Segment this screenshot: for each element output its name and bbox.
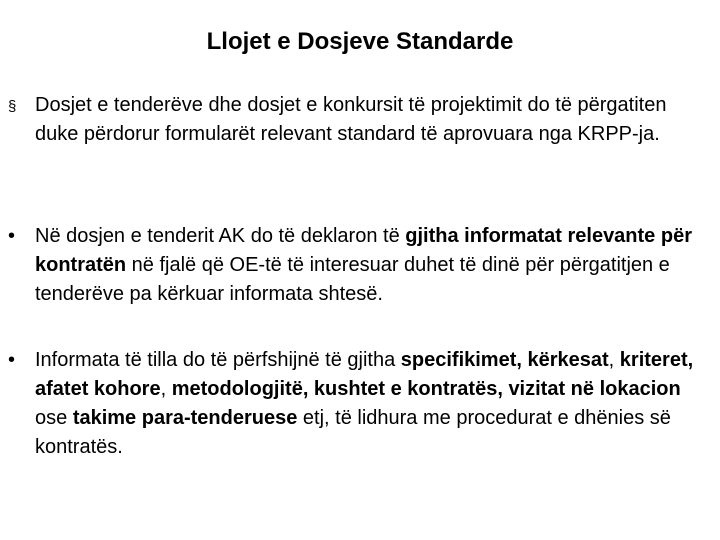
bullet-text-1 xyxy=(35,91,712,149)
bullet-text-2 xyxy=(35,222,712,309)
bullet-3-segment-9: etj, të lidhura me procedurat e dhënies së kontratës. xyxy=(35,407,671,458)
bullet-3-segment-5: , xyxy=(160,378,172,400)
bullet-1-segment-1: Dosjet e tenderëve dhe dosjet e konkursit të projektimit do të përgatiten duke përdorur formularët relevant standard të aprovuara nga KRPP-ja. xyxy=(35,94,667,145)
bullet-3-segment-6: metodologjitë, kushtet e kontratës, vizitat në lokacion xyxy=(171,378,681,400)
bullet-3-segment-4: kriteret, afatet kohore xyxy=(35,349,694,400)
bullet-3-segment-3: , xyxy=(608,349,620,371)
dot-bullet-icon: • xyxy=(8,225,16,247)
bullet-3-segment-2: specifikimet, kërkesat xyxy=(400,349,609,371)
bullet-3-segment-1: Informata të tilla do të përfshijnë të gjitha xyxy=(35,349,401,371)
slide-title: Llojet e Dosjeve Standarde xyxy=(206,28,514,55)
bullet-3-segment-7: ose xyxy=(35,407,73,429)
dot-bullet-icon: • xyxy=(8,349,16,371)
bullet-text-3 xyxy=(35,346,712,462)
bullet-3-segment-8: takime para-tenderuese xyxy=(72,407,298,429)
bullet-item-2 xyxy=(8,222,712,309)
bullet-2-segment-1: Në dosjen e tenderit AK do të deklaron të xyxy=(35,225,406,247)
bullet-item-1 xyxy=(8,91,712,149)
bullet-item-3 xyxy=(8,346,712,462)
square-bullet-icon: § xyxy=(8,98,17,115)
bullet-2-segment-2: gjitha informatat relevante për kontratën xyxy=(35,225,692,276)
bullet-2-segment-3: në fjalë që OE-të të interesuar duhet të dinë për përgatitjen e tenderëve pa kërkuar informata shtesë. xyxy=(35,254,670,305)
